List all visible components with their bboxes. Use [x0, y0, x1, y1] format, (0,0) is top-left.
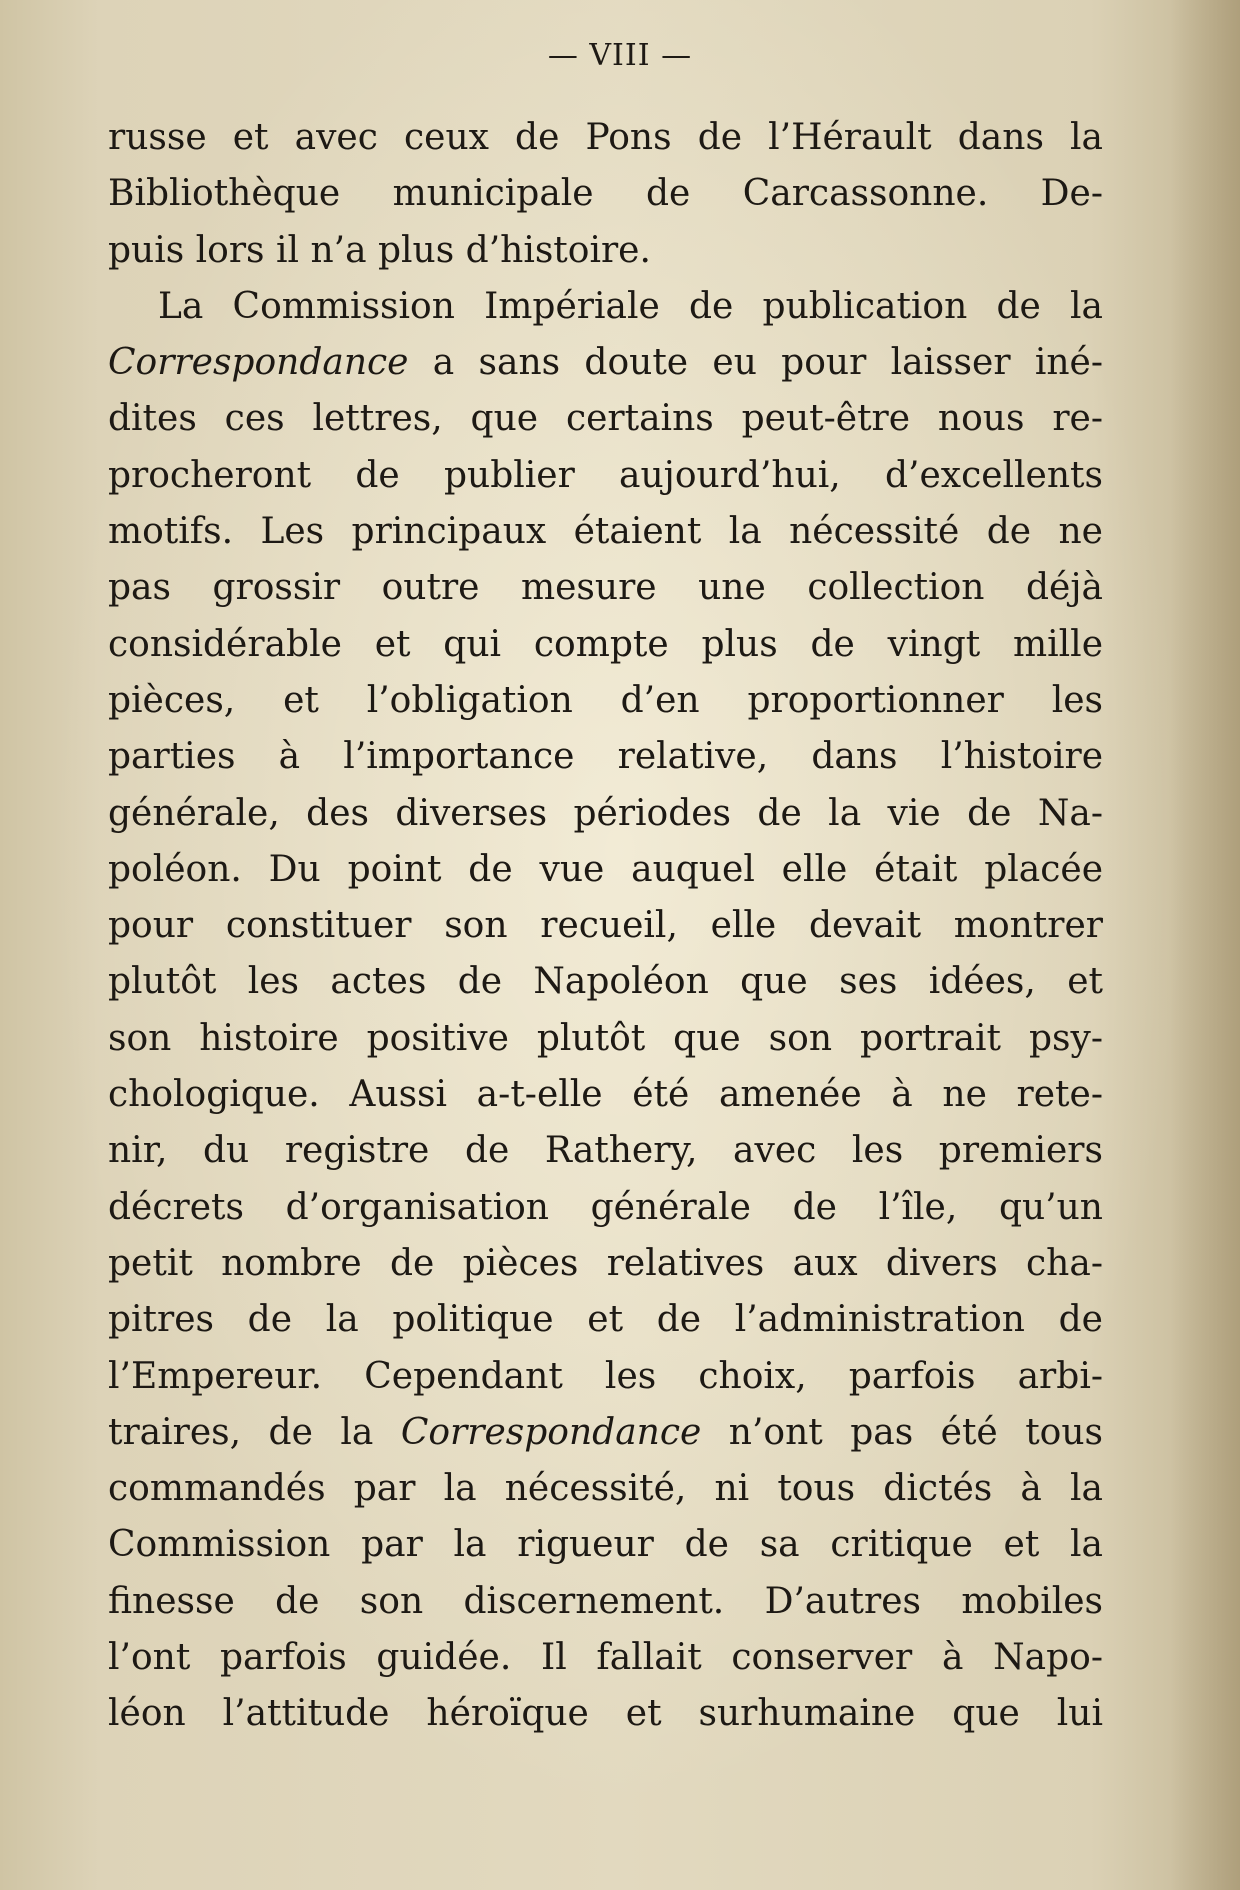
italic-title: Correspondance	[108, 342, 409, 384]
text-line: pour constituer son recueil, elle devait montrer	[108, 905, 1103, 947]
text-line: finesse de son discernement. D’autres mobiles	[108, 1580, 1103, 1622]
text-line: décrets d’organisation générale de l’île, qu’un	[108, 1186, 1103, 1228]
italic-title: Correspondance	[400, 1411, 702, 1453]
text-fragment: a sans doute eu pour laisser iné-	[408, 342, 1103, 384]
text-line: son histoire positive plutôt que son portrait psy-	[108, 1017, 1103, 1059]
text-line: commandés par la nécessité, ni tous dictés à la	[108, 1468, 1103, 1510]
text-line: Bibliothèque municipale de Carcassonne. De-	[108, 173, 1103, 215]
text-line: pitres de la politique et de l’administration de	[108, 1299, 1103, 1341]
text-line: russe et avec ceux de Pons de l’Hérault dans la	[108, 117, 1103, 158]
text-line: puis lors il n’a plus d’histoire.	[108, 229, 651, 271]
text-line: léon l’attitude héroïque et surhumaine que lui	[108, 1693, 1103, 1735]
text-fragment: n’ont pas été tous	[701, 1411, 1103, 1453]
page-edge-shadow	[1170, 0, 1240, 1890]
text-line: pas grossir outre mesure une collection déjà	[108, 567, 1103, 609]
text-line: générale, des diverses périodes de la vie de Na-	[108, 792, 1103, 834]
text-line-with-italic	[108, 335, 1103, 391]
text-line: poléon. Du point de vue auquel elle était placée	[108, 848, 1103, 890]
text-line: motifs. Les principaux étaient la nécessité de ne	[108, 511, 1103, 553]
text-line: Commission par la rigueur de sa critique et la	[108, 1524, 1103, 1566]
text-line: l’ont parfois guidée. Il fallait conserver à Napo-	[108, 1637, 1103, 1679]
text-line: nir, du registre de Rathery, avec les premiers	[108, 1130, 1103, 1172]
text-line: l’Empereur. Cependant les choix, parfois arbi-	[108, 1355, 1103, 1397]
text-fragment: traires, de la	[108, 1411, 401, 1453]
text-line: pièces, et l’obligation d’en proportionner les	[108, 679, 1103, 721]
text-line: considérable et qui compte plus de vingt mille	[108, 623, 1103, 665]
text-line: procheront de publier aujourd’hui, d’excellents	[108, 454, 1103, 496]
text-line-with-italic	[108, 1405, 1103, 1461]
text-line: parties à l’importance relative, dans l’histoire	[108, 736, 1103, 778]
body-text	[108, 110, 1103, 1743]
text-line: chologique. Aussi a-t-elle été amenée à ne rete-	[108, 1074, 1103, 1116]
text-line: petit nombre de pièces relatives aux divers cha-	[108, 1242, 1103, 1284]
page-number-header: — VIII —	[547, 38, 693, 73]
text-line: La Commission Impériale de publication de la	[158, 285, 1103, 327]
text-line: dites ces lettres, que certains peut-être nous re-	[108, 398, 1103, 440]
text-line: plutôt les actes de Napoléon que ses idées, et	[108, 961, 1103, 1003]
